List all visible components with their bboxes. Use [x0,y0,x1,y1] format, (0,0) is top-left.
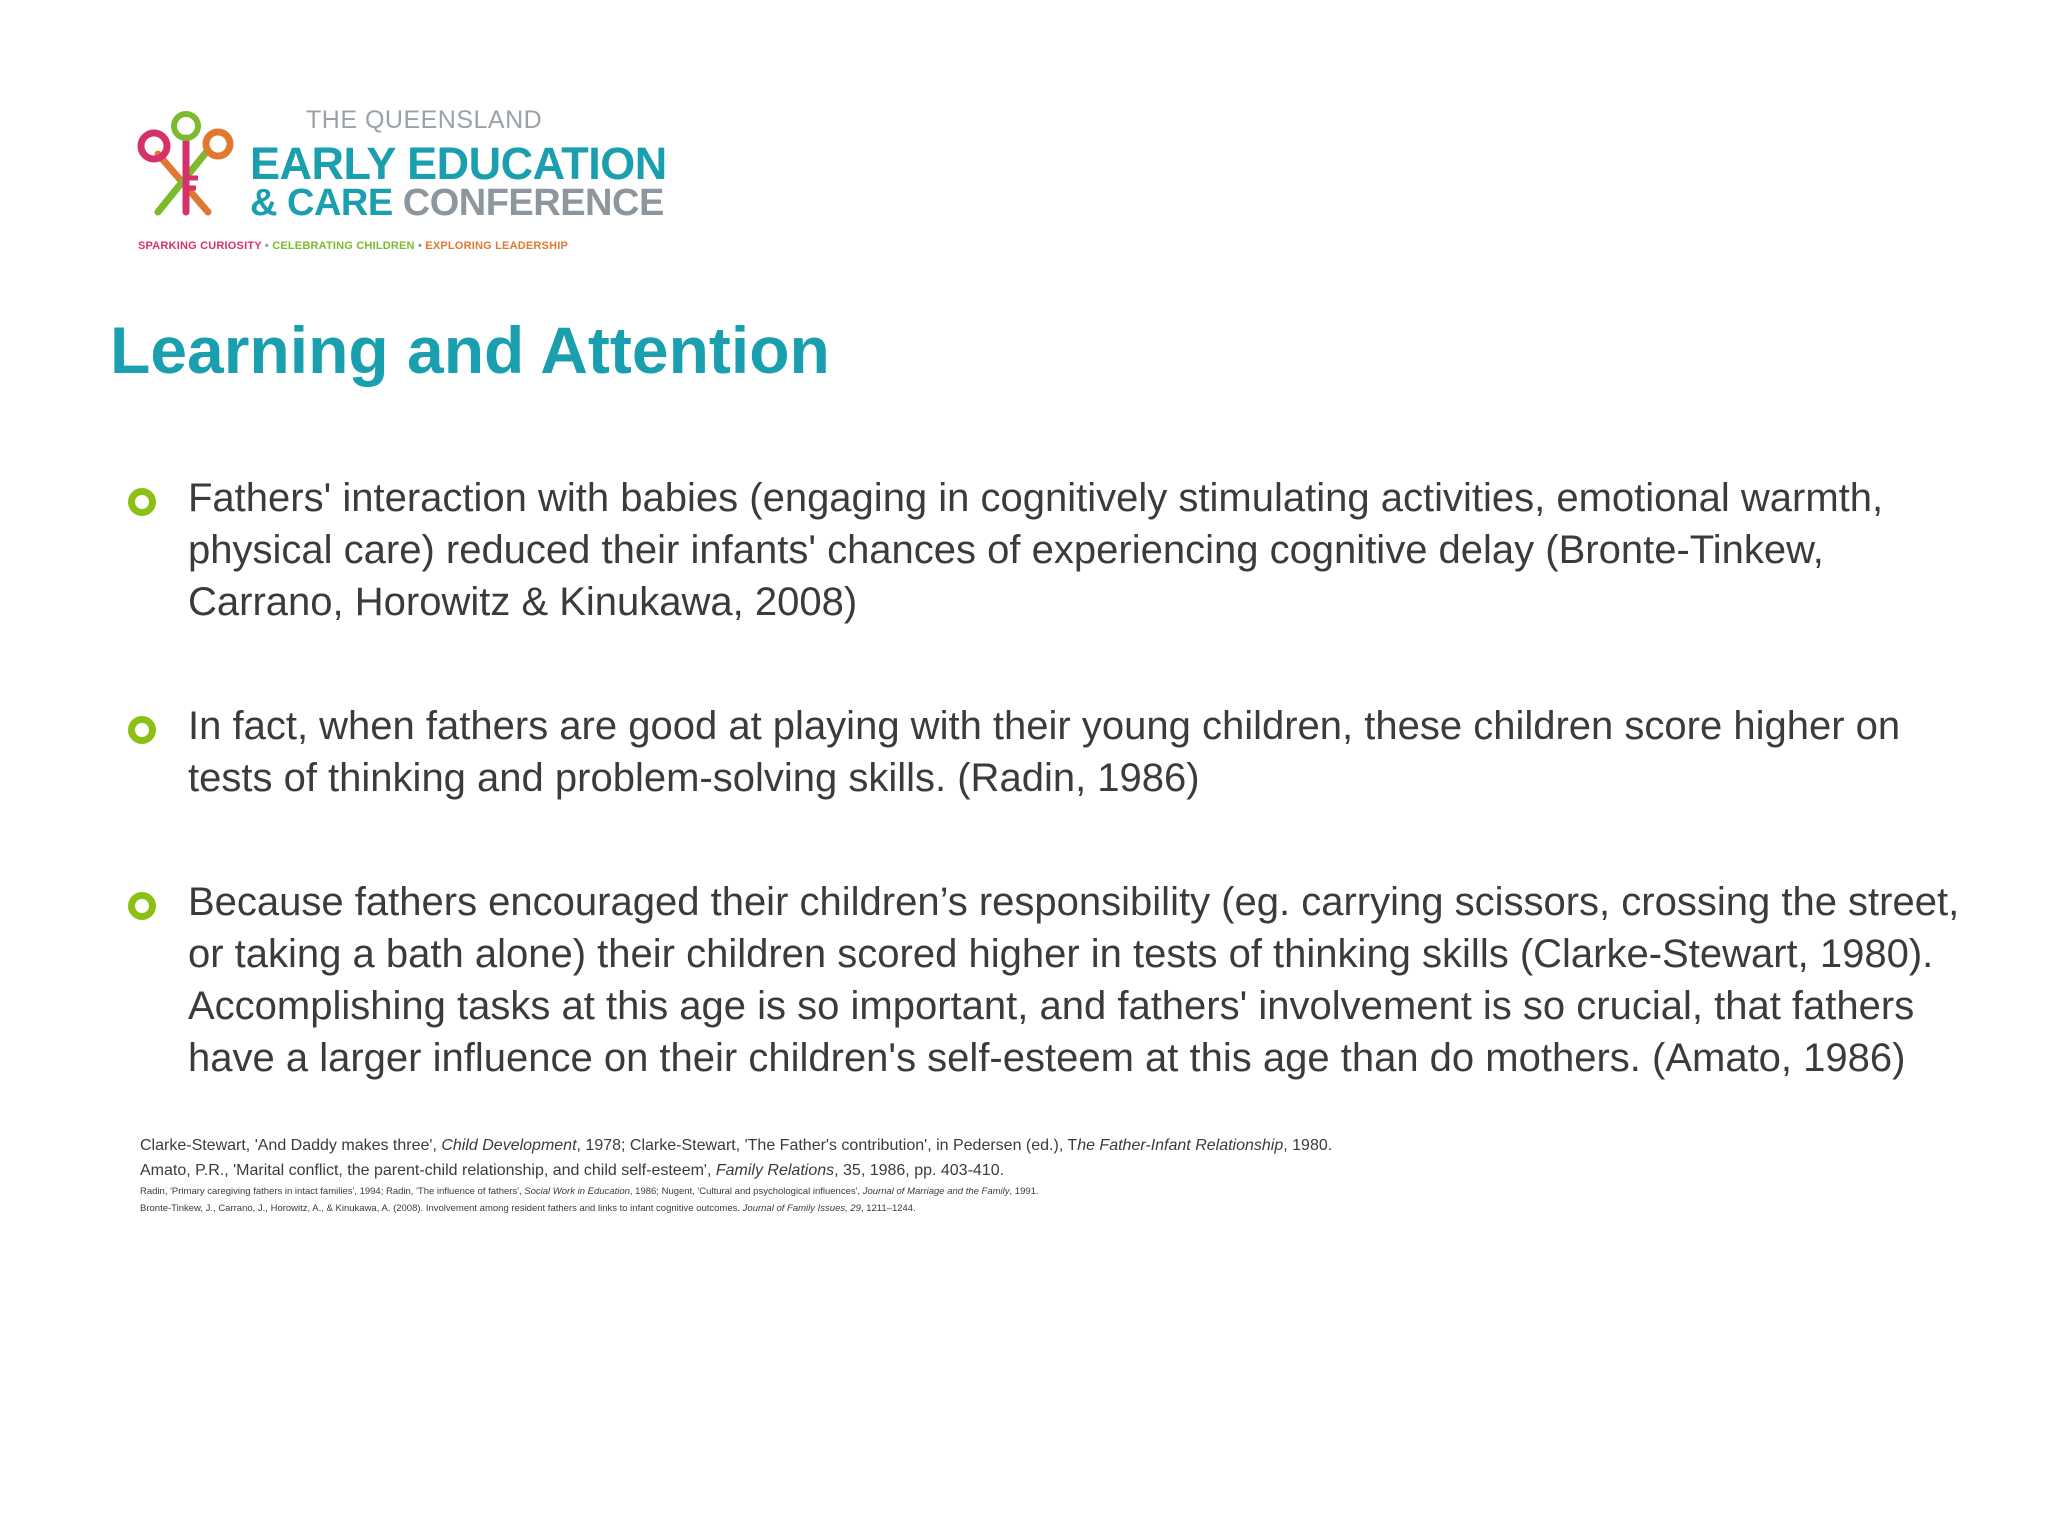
conference-logo [136,100,667,260]
bullet-text-2: In fact, when fathers are good at playing with their young children, these children score higher on tests of thinking and problem-solving skills. (Radin, 1986) [188,704,1901,800]
logo-line-1: THE QUEENSLAND [306,106,543,134]
tagline-part-2: CELEBRATING CHILDREN [272,240,415,252]
logo-ampersand: & [250,182,277,224]
hollow-circle-bullet-icon [128,488,156,516]
slide-title: Learning and Attention [110,313,830,387]
tagline-separator-1: • [261,240,273,252]
bullet-item-2 [122,700,1962,804]
ref-journal: Family Relations [715,1162,835,1179]
hollow-circle-bullet-icon [128,892,156,920]
ref-text: , 1978; Clarke-Stewart, 'The Father's contribution', in Pedersen (ed.), T [576,1137,1078,1154]
bullet-text-1: Fathers' interaction with babies (engaging in cognitively stimulating activities, emotional warmth, physical care) reduced their infants' chances of experiencing cognitive delay (Bronte-Tinkew, Carrano, Horowitz & Kinukawa, 2008) [188,476,1884,624]
ref-journal: Child Development [441,1137,577,1154]
ref-text: , 1986; Nugent, 'Cultural and psychological influences', [629,1186,863,1197]
bullet-item-1 [122,472,1962,628]
ref-journal: Journal of Family Issues, 29 [742,1203,861,1214]
reference-radin [140,1183,1990,1200]
tagline-separator-2: • [414,240,426,252]
bullet-item-3 [122,876,1962,1084]
logo-conference: CONFERENCE [402,182,664,224]
reference-bronte-tinkew [140,1200,1990,1217]
logo-line-2: EARLY EDUCATION [250,138,667,189]
reference-clarke-stewart [140,1133,1990,1158]
logo-tagline [138,240,568,252]
keys-logo-icon [136,108,236,220]
tagline-part-1: SPARKING CURIOSITY [138,240,262,252]
ref-journal: Social Work in Education [524,1186,630,1197]
ref-text: Amato, P.R., 'Marital conflict, the parent-child relationship, and child self-esteem', [140,1162,716,1179]
logo-care: CARE [287,182,393,224]
ref-text: , 35, 1986, pp. 403-410. [834,1162,1005,1179]
references [140,1133,1990,1217]
reference-amato [140,1158,1990,1183]
ref-book: he Father-Infant Relationship [1077,1137,1284,1154]
tagline-part-3: EXPLORING LEADERSHIP [425,240,569,252]
ref-text: Clarke-Stewart, 'And Daddy makes three', [140,1137,442,1154]
ref-text: Bronte-Tinkew, J., Carrano, J., Horowitz, A., & Kinukawa, A. (2008). Involvement among resident fathers and links to infant cognitive outcomes. [140,1203,743,1214]
bullet-text-3: Because fathers encouraged their children’s responsibility (eg. carrying scissors, crossing the street, or taking a bath alone) their children scored higher in tests of thinking skills (Clarke-Stewart, 1980). Accomplishing tasks at this age is so important, and fathers' involvement is so crucial, that fathers have a larger influence on their children's self-esteem at this age than do mothers. (Amato, 1986) [188,880,1960,1080]
bullet-list [122,472,1962,1084]
hollow-circle-bullet-icon [128,716,156,744]
ref-text: , 1991. [1009,1186,1039,1197]
logo-line-3 [250,182,664,225]
ref-text: , 1211–1244. [860,1203,916,1214]
ref-text: , 1980. [1283,1137,1333,1154]
ref-text: Radin, 'Primary caregiving fathers in intact families', 1994; Radin, 'The influence of fathers', [140,1186,525,1197]
ref-journal: Journal of Marriage and the Family [862,1186,1010,1197]
